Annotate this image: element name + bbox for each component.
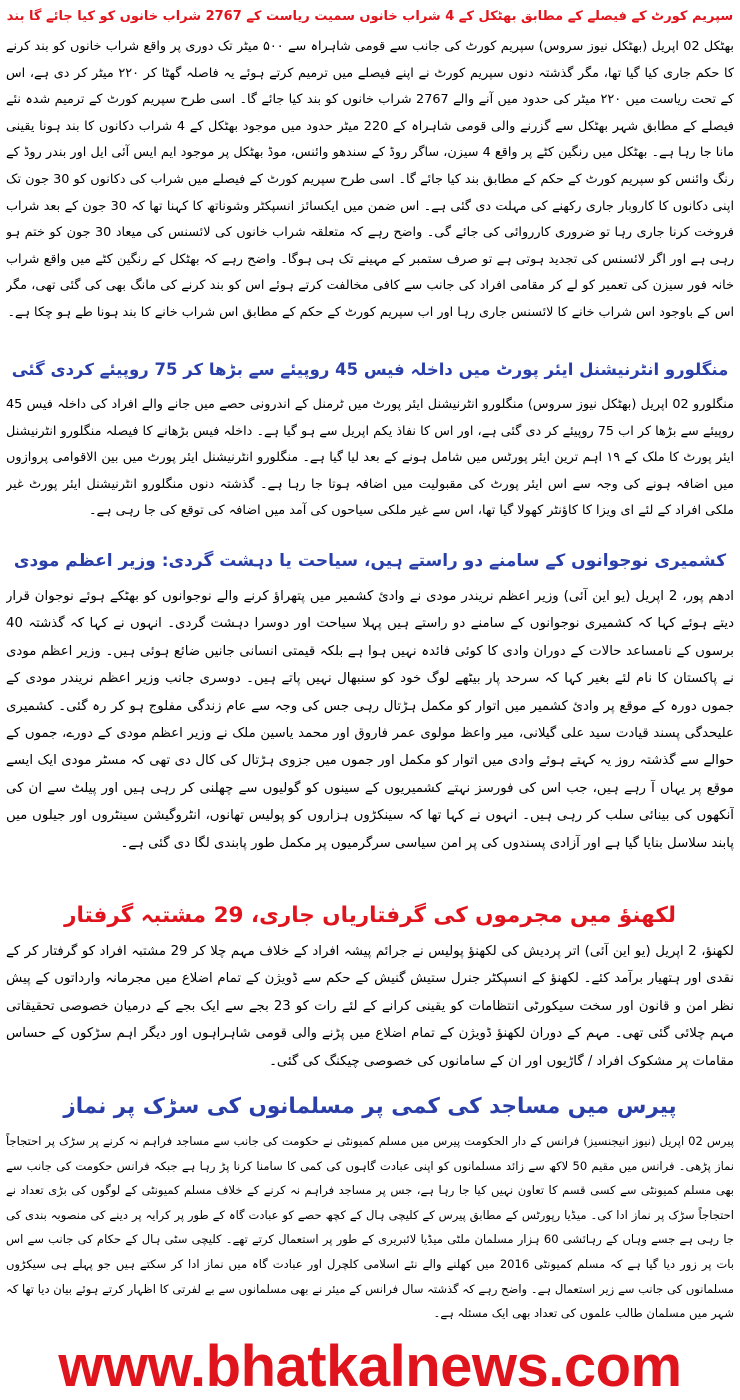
story-body: پیرس 02 اپریل (نیوز انیجنسیز) فرانس کے دار الحکومت پیرس میں مسلم کمیونٹی نے حکومت کی جانب سے مساجد فراہم نہ کرنے پر سڑک پر احتجاجاً نماز پڑھی۔ فرانس میں مقیم 50 لاکھ سے زائد مسلمانوں کو اپنی عبادت گاہوں کی کمی کا سامنا کرنا پڑ رہا ہے جبکہ فرانس حکومت کی جانب سے بھی مسلم کمیونٹی سے کسی قسم کا تعاون نہیں کیا جا رہا ہے، جس پر مساجد فراہم نہ کرنے کے خلاف مسلم کمیونٹی کے لوگوں کی بڑی تعداد نے احتجاجاً سڑک پر نماز ادا کی۔ میڈیا رپورٹس کے مطابق پیرس کے کلیچی ہال کے کچھ حصے کو عبادت گاہ کے طور پر کرایہ پر دینے کی منصوبہ بندی کی جا رہی ہے جسے وہاں کے رہائشی 60 ہزار مسلمان ملٹی میڈیا لائبریری کے طور پر استعمال کرتے تھے۔ کلیچی سٹی ہال کے حکام کی جانب سے اس بات پر زور دیا گیا ہے کہ مسلم کمیونٹی 2016 میں کھلنے والے نئے اسلامی کلچرل اور عبادت گاہ میں نماز ادا کر سکتے ہیں جو پہلے ہی سیکڑوں مسلمانوں کی جانب سے زیر استعمال ہے۔ واضح رہے کہ گذشتہ سال فرانس کے میئر نے بھی مسلمانوں سے بے لفرتی کا اظہار کرتے ہوئے بیان دیا تھا کہ شہر میں مسلمان طالب علموں کی تعداد بھی ایک مسئلہ ہے۔	[6, 1134, 734, 1321]
story-body: منگلورو 02 اپریل (بھٹکل نیوز سروس) منگلورو انٹرنیشنل ایئر پورٹ میں ٹرمنل کے اندرونی حصے میں جانے والے افراد کی داخلہ فیس 45 روپیئے سے بڑھا کر اب 75 روپیئے کر دی گئی ہے، اور اس کا نفاذ یکم اپریل سے ہو گیا ہے۔ داخلہ فیس بڑھانے کا فیصلہ منگلورو انٹرنیشنل ایئر پورٹ کا ملک کے ۱۹ اہم ترین ایئر پورٹس میں شامل ہونے کے بعد لیا گیا ہے۔ منگلورو انٹرنیشنل ایئر پورٹ میں بین الاقوامی پروازوں میں اضافہ ہونے کی وجہ سے اس ایئر پورٹ کی مقبولیت میں اضافہ ہوتا جا رہا ہے۔ گذشتہ دنوں منگلورو انٹرنیشنل ایئر پورٹ غیر ملکی افراد کے لئے ای ویزا کا کاؤنٹر کھولا گیا تھا، اس سے غیر ملکی سیاحوں کی آمد میں اضافہ کی توقع کی جا رہی ہے۔	[6, 397, 734, 519]
website-url: www.bhatkalnews.com	[58, 1334, 682, 1399]
story-liquor-shops	[6, 0, 734, 340]
story-body: بھٹکل 02 اپریل (بھٹکل نیوز سروس) سپریم کورٹ کی جانب سے قومی شاہراہ سے ۵۰۰ میٹر تک دوری پر واقع شراب خانوں کو بند کرنے کا حکم جاری کیا گیا تھا، مگر گذشتہ دنوں سپریم کورٹ نے اپنے فیصلے میں ترمیم کرتے ہوئے یہ فاصلہ گھٹا کر ۲۲۰ میٹر کر دی ہے، اس کے تحت ریاست میں ۲۲۰ میٹر کی حدود میں آنے والے 2767 شراب خانوں کو بند کیا جائے گا۔ اسی طرح سپریم کورٹ کے ترمیم شدہ نئے فیصلے کے مطابق شہر بھٹکل سے گزرنے والی قومی شاہراہ کے 220 میٹر حدود میں موجود بھٹکل کے 4 شراب دکانوں کا بند ہونا یقینی مانا جا رہا ہے۔ بھٹکل میں رنگین کٹے پر واقع 4 سیزن، ساگر روڈ کے سندھو وائنس، موڈ بھٹکل پر موجود ایم ایس آئی ایل اور بندر روڈ کے رنگ وائنس کو سپریم کورٹ کے حکم کے مطابق بند کیا جائے گا۔ اسی طرح سپریم کورٹ کے فیصلے میں شراب کی دکانوں کو 30 جون تک اپنی دکانوں کا کاروبار جاری رکھنے کی مہلت دی گئی ہے۔ اس ضمن میں ایکسائز انسپکٹر وشوناتھ کا کہنا تھا کہ 30 جون کے بعد شراب فروخت کرنا جاری رہا تو ضروری کارروائی کی جائے گی۔ واضح رہے کہ متعلقہ شراب خانوں کی لائسنس کی میعاد 30 جون کو ختم ہو رہی ہے اور اگر لائسنس کی تجدید ہوتی ہے تو صرف ستمبر کے مہینے تک ہی ہوگا۔ واضح رہے کہ بھٹکل کے رنگین کٹے میں واقع شراب خانہ فور سیزن کی تعمیر کو لے کر مقامی افراد کی جانب سے کافی مخالفت کرتے ہوئے اس کو بند کرنے کی مانگ بھی کی گئی تھی، مگر اس کے باوجود اس شراب خانے کا لائسنس جاری رہا اور اب سپریم کورٹ کے حکم کے مطابق اس شراب خانے کا بند ہونا طے ہو چکا ہے۔	[6, 39, 734, 320]
story-headline: لکھنؤ میں مجرموں کی گرفتاریاں جاری، 29 مشتبہ گرفتار	[64, 903, 676, 928]
story-headline: پیرس میں مساجد کی کمی پر مسلمانوں کی سڑک پر نماز	[63, 1094, 677, 1119]
story-headline: منگلورو انٹرنیشنل ایئر پورٹ میں داخلہ فیس 45 روپیئے سے بڑھا کر 75 روپیئے کردی گئی	[11, 360, 729, 379]
story-mangaluru-airport	[6, 348, 734, 529]
story-headline: کشمیری نوجوانوں کے سامنے دو راستے ہیں، سیاحت یا دہشت گردی: وزیر اعظم مودی	[13, 551, 727, 571]
story-kashmir-modi	[6, 539, 734, 884]
story-paris-prayer	[6, 1085, 734, 1325]
story-lucknow-arrests	[6, 894, 734, 1075]
story-body: ادھم پور، 2 اپریل (یو این آئی) وزیر اعظم نریندر مودی نے وادیٔ کشمیر میں پتھراؤ کرنے والے نوجوانوں کو بھٹکے ہوئے نوجوان قرار دیتے ہوئے کہا کہ کشمیری نوجوانوں کے سامنے دو راستے ہیں پہلا سیاحت اور دوسرا دہشت گردی۔ انہوں نے کہا کہ گذشتہ 40 برسوں کے نامساعد حالات کے دوران وادی کا کوئی فائدہ نہیں ہوا ہے بلکہ قیمتی انسانی جانیں ضائع ہوئی ہیں۔ وزیر اعظم مودی نے پاکستان کا نام لئے بغیر کہا کہ سرحد پار بیٹھے لوگ خود کو سنبھال نہیں پاتے ہیں۔ دوسری جانب وزیر اعظم نریندر مودی کے جموں دورہ کے موقع پر وادیٔ کشمیر میں اتوار کو مکمل ہڑتال رہی جس کی وجہ سے عام زندگی مفلوج ہو کر رہ گئی۔ کشمیری علیحدگی پسند قیادت سید علی گیلانی، میر واعظ مولوی عمر فاروق اور محمد یاسین ملک نے وزیر اعظم مودی کے دورے، جموں کے حوالے سے گذشتہ روز یہ کہتے ہوئے وادی میں اتوار کو مکمل اور جموں میں جزوی ہڑتال کی کال دی تھی کہ مسٹر مودی ایک ایسے موقع پر یہاں آ رہے ہیں، جب اس کی فورسز نہتے کشمیریوں کے سینوں کو گولیوں سے چھلنی کر رہی ہیں اور پیلٹ سے ان کی آنکھوں کی بینائی سلب کر رہی ہیں۔ انہوں نے کہا تھا کہ سینکڑوں ہزاروں کو پولیس تھانوں، انٹروگیشن سینٹروں اور جیلوں میں پابند سلاسل بنایا گیا ہے اور آزادی پسندوں کی پر امن سیاسی سرگرمیوں پر مکمل طور پابندی لگا دی گئی ہے۔	[6, 589, 734, 851]
story-body: لکھنؤ، 2 اپریل (یو این آئی) اتر پردیش کی لکھنؤ پولیس نے جرائم پیشہ افراد کے خلاف مہم چلا کر 29 مشتبہ افراد کو گرفتار کر کے نقدی اور ہتھیار برآمد کئے۔ لکھنؤ کے انسپکٹر جنرل ستیش گنیش کے حکم سے ڈویژن کے تمام اضلاع میں مجرمانہ وارداتوں کے پیش نظر امن و قانون اور سخت سیکورٹی انتظامات کو یقینی کرانے کے لئے رات کو 23 بجے سے ایک بجے کے درمیان خصوصی تحقیقاتی مہم چلائی گئی تھی۔ مہم کے دوران لکھنؤ ڈویژن کے تمام اضلاع میں پڑنے والی قومی شاہراہوں اور دیگر اہم سڑکوں کے حساس مقامات پر مشکوک افراد / گاڑیوں اور ان کے سامانوں کی خصوصی چیکنگ کی گئی۔	[6, 944, 734, 1069]
story-headline: سپریم کورٹ کے فیصلے کے مطابق بھٹکل کے 4 شراب خانوں سمیت ریاست کے 2767 شراب خانوں کو کیا جائے گا بند	[6, 9, 734, 24]
